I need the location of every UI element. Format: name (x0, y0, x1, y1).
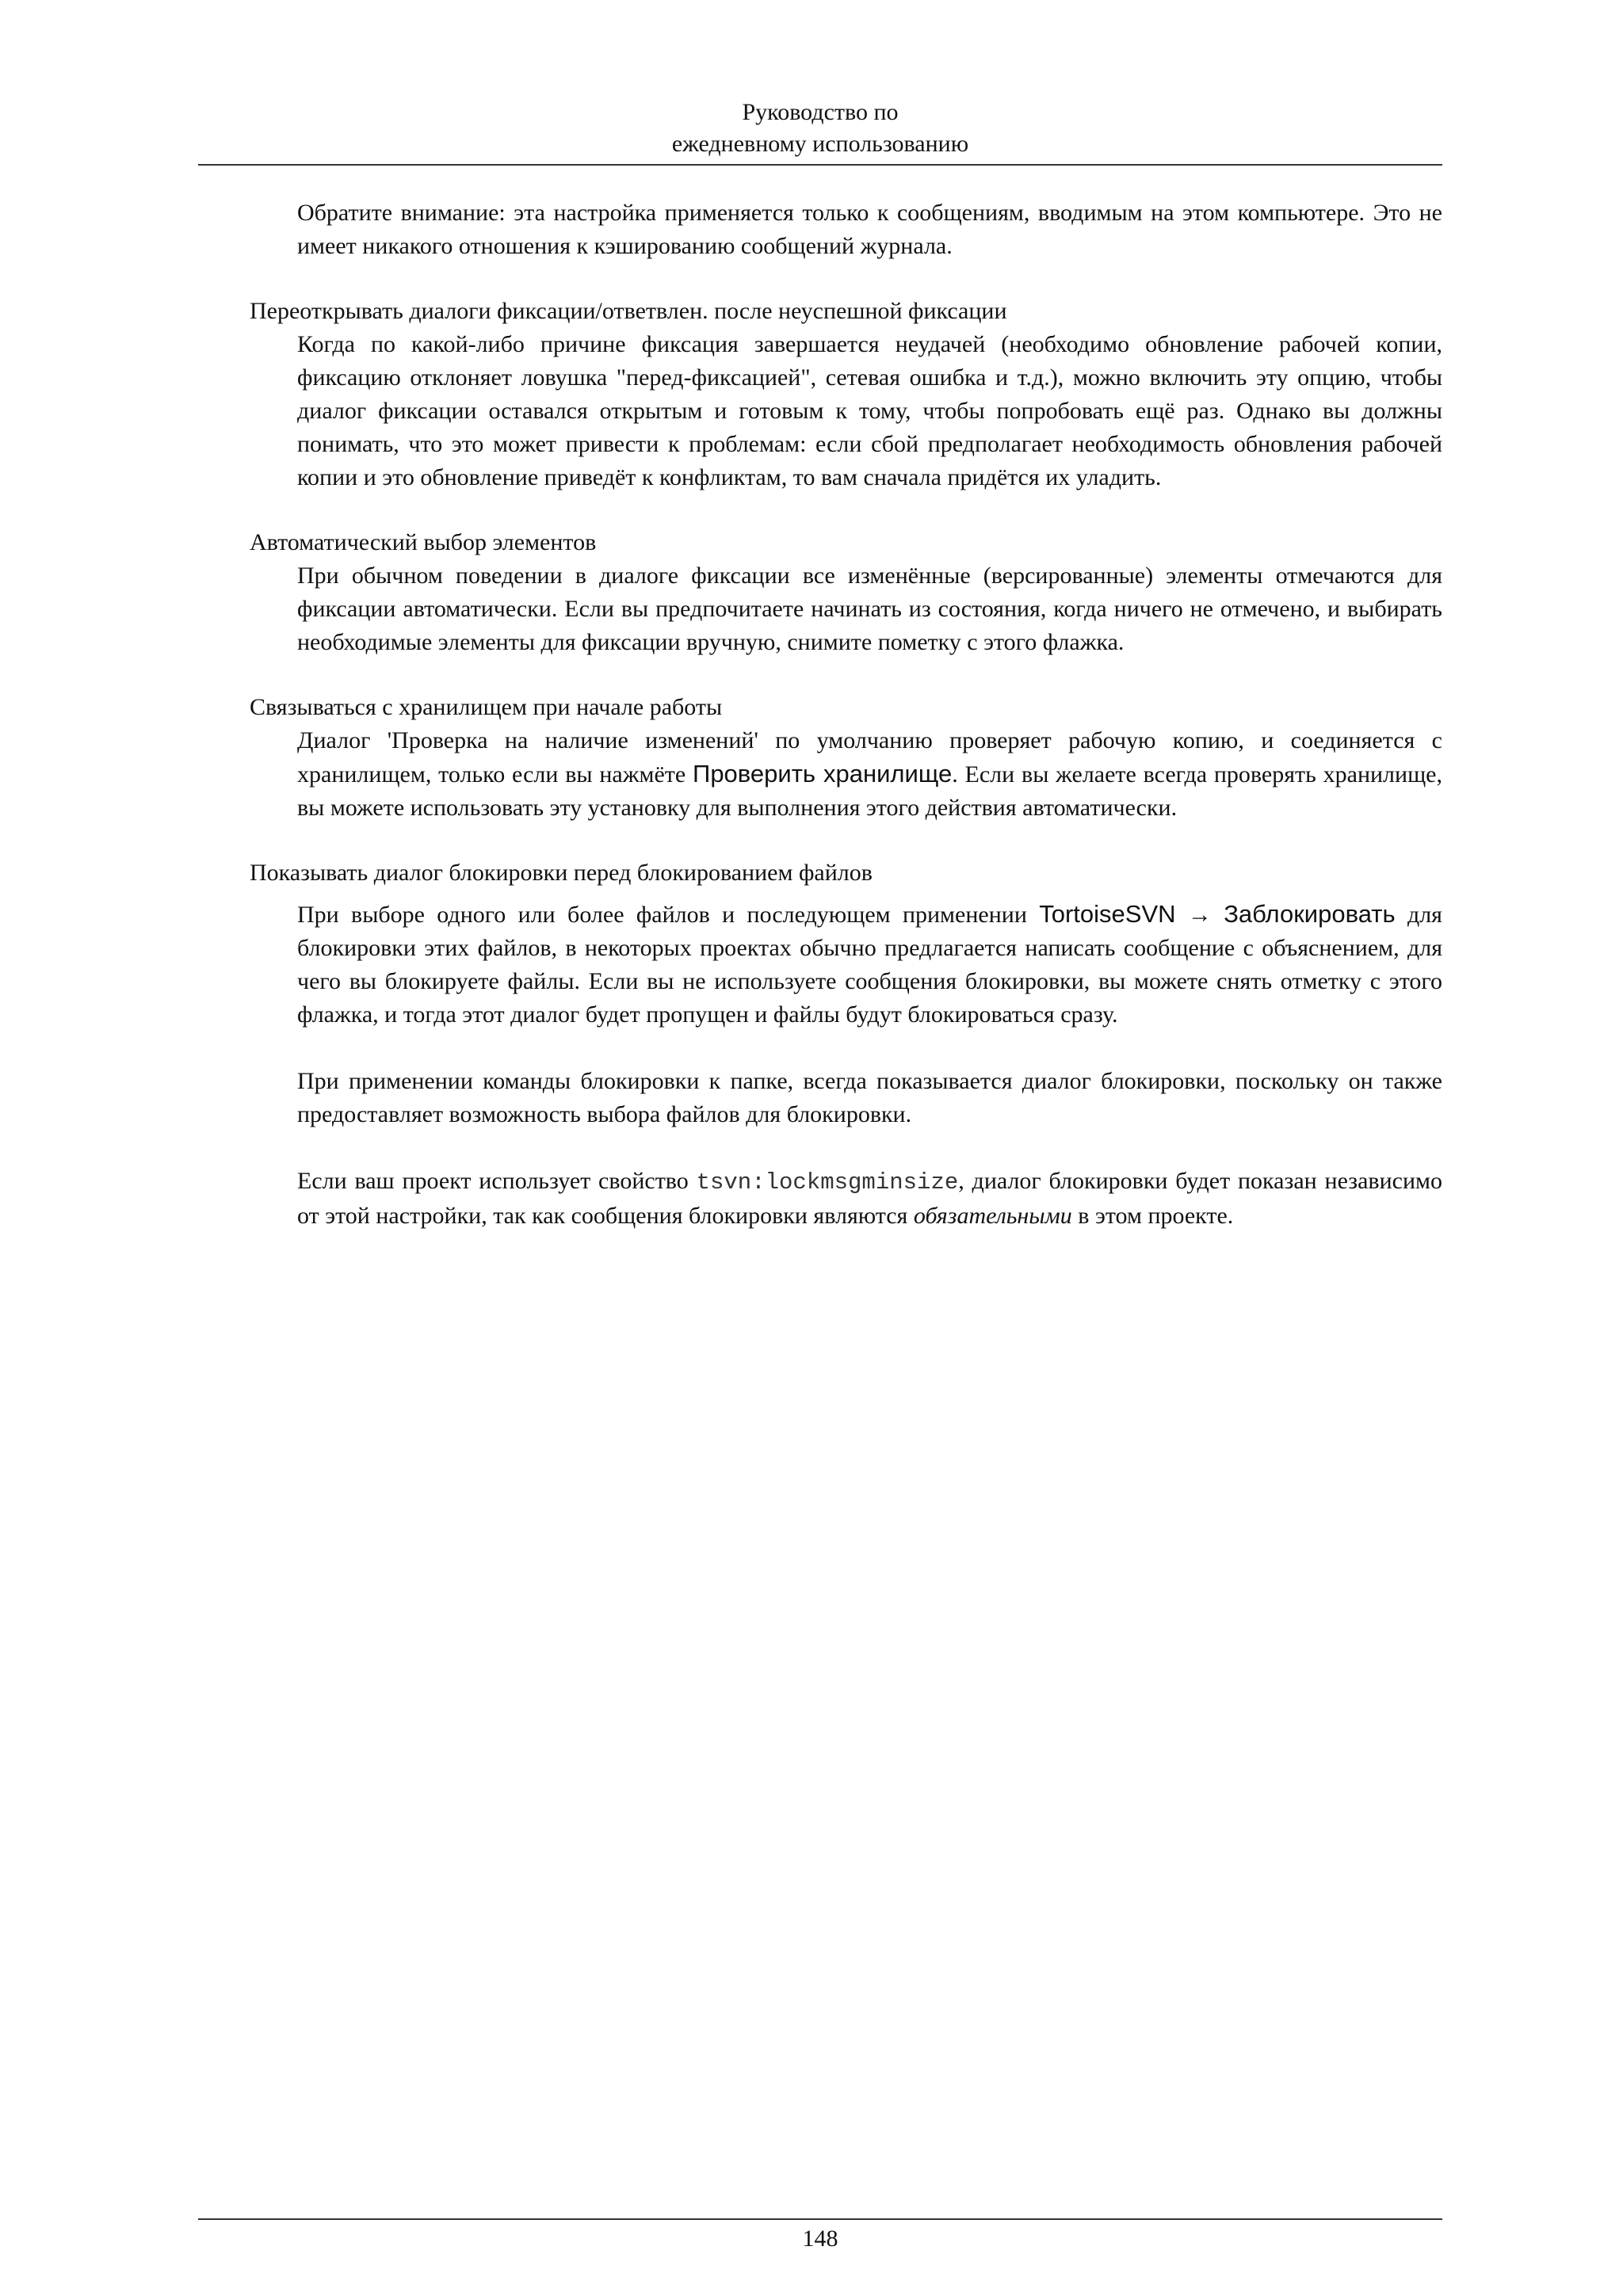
setting-reopen-commit-dialog (250, 295, 1442, 494)
setting-term: Переоткрывать диалоги фиксации/ответвлен. после неуспешной фиксации (250, 298, 1007, 324)
description-paragraph (297, 724, 1442, 825)
text-run: При выборе одного или более файлов и последующем применении (297, 902, 1040, 928)
property-name-code: tsvn:lockmsgminsize (696, 1169, 959, 1196)
text-run: для блокировки этих файлов, в некоторых проектах обычно предлагается написать сообщение с объяснением, для чего вы блокируете файлы. Если вы не используете сообщения блокировки, вы можете снять отметку с этого флажка, и тогда этот диалог будет пропущен и файлы будут блокироваться сразу. (297, 902, 1442, 1028)
menu-arrow: → (1175, 902, 1224, 928)
description-paragraph (297, 1165, 1442, 1233)
header-line-1: Руководство по (742, 99, 899, 125)
text-run: Если ваш проект использует свойство (297, 1168, 697, 1194)
intro-paragraph: Обратите внимание: эта настройка применяется только к сообщениям, вводимым на этом компьютере. Это не имеет никакого отношения к кэшированию сообщений журнала. (297, 200, 1442, 259)
text-run: . Если вы желаете всегда проверять хранилище, вы можете использовать эту установку для выполнения этого действия автоматически. (297, 761, 1442, 821)
text-run: Диалог 'Проверка на наличие изменений' по умолчанию проверяет рабочую копию, и соединяется с хранилищем, только если вы нажмёте (297, 727, 1442, 788)
header-divider (198, 164, 1442, 166)
page-content (250, 196, 1442, 1233)
setting-term: Показывать диалог блокировки перед блокированием файлов (250, 860, 873, 886)
setting-description (297, 898, 1442, 1233)
footer-divider (198, 2218, 1442, 2220)
page-number: 148 (802, 2225, 838, 2252)
setting-term: Связываться с хранилищем при начале работы (250, 694, 723, 720)
description-paragraph: При применении команды блокировки к папке, всегда показывается диалог блокировки, поскольку он также предоставляет возможность выбора файлов для блокировки. (297, 1068, 1442, 1127)
running-header (198, 97, 1442, 160)
setting-description (297, 328, 1442, 494)
gui-label-tortoisesvn: TortoiseSVN (1039, 900, 1176, 928)
description-paragraph: При обычном поведении в диалоге фиксации все изменённые (версированные) элементы отмечаются для фиксации автоматически. Если вы предпочитаете начинать из состояния, когда ничего не отмечено, и выбирать необходимые элементы для фиксации вручную, снимите пометку с этого флажка. (297, 563, 1442, 655)
setting-term: Автоматический выбор элементов (250, 529, 597, 555)
description-paragraph (297, 898, 1442, 1032)
header-line-2: ежедневному использованию (671, 131, 969, 157)
setting-show-lock-dialog (250, 856, 1442, 1233)
description-paragraph: Когда по какой-либо причине фиксация завершается неудачей (необходимо обновление рабочей копии, фиксацию отклоняет ловушка "перед-фиксацией", сетевая ошибка и т.д.), можно включить эту опцию, чтобы диалог фиксации оставался открытым и готовым к тому, чтобы попробовать ещё раз. Однако вы должны понимать, что это может привести к проблемам: если сбой предполагает необходимость обновления рабочей копии и это обновление приведёт к конфликтам, то вам сначала придётся их уладить. (297, 331, 1442, 490)
setting-description (297, 559, 1442, 659)
gui-label-lock: Заблокировать (1224, 900, 1396, 928)
setting-auto-select-items (250, 526, 1442, 659)
setting-description (297, 724, 1442, 825)
gui-label-check-repository: Проверить хранилище (693, 760, 953, 788)
text-run: в этом проекте. (1071, 1203, 1234, 1229)
setting-contact-repository (250, 691, 1442, 825)
emphasis-text: обязательными (913, 1203, 1072, 1229)
text-run: , диалог блокировки будет показан независимо от этой настройки, так как сообщения блокировки являются (297, 1168, 1442, 1229)
